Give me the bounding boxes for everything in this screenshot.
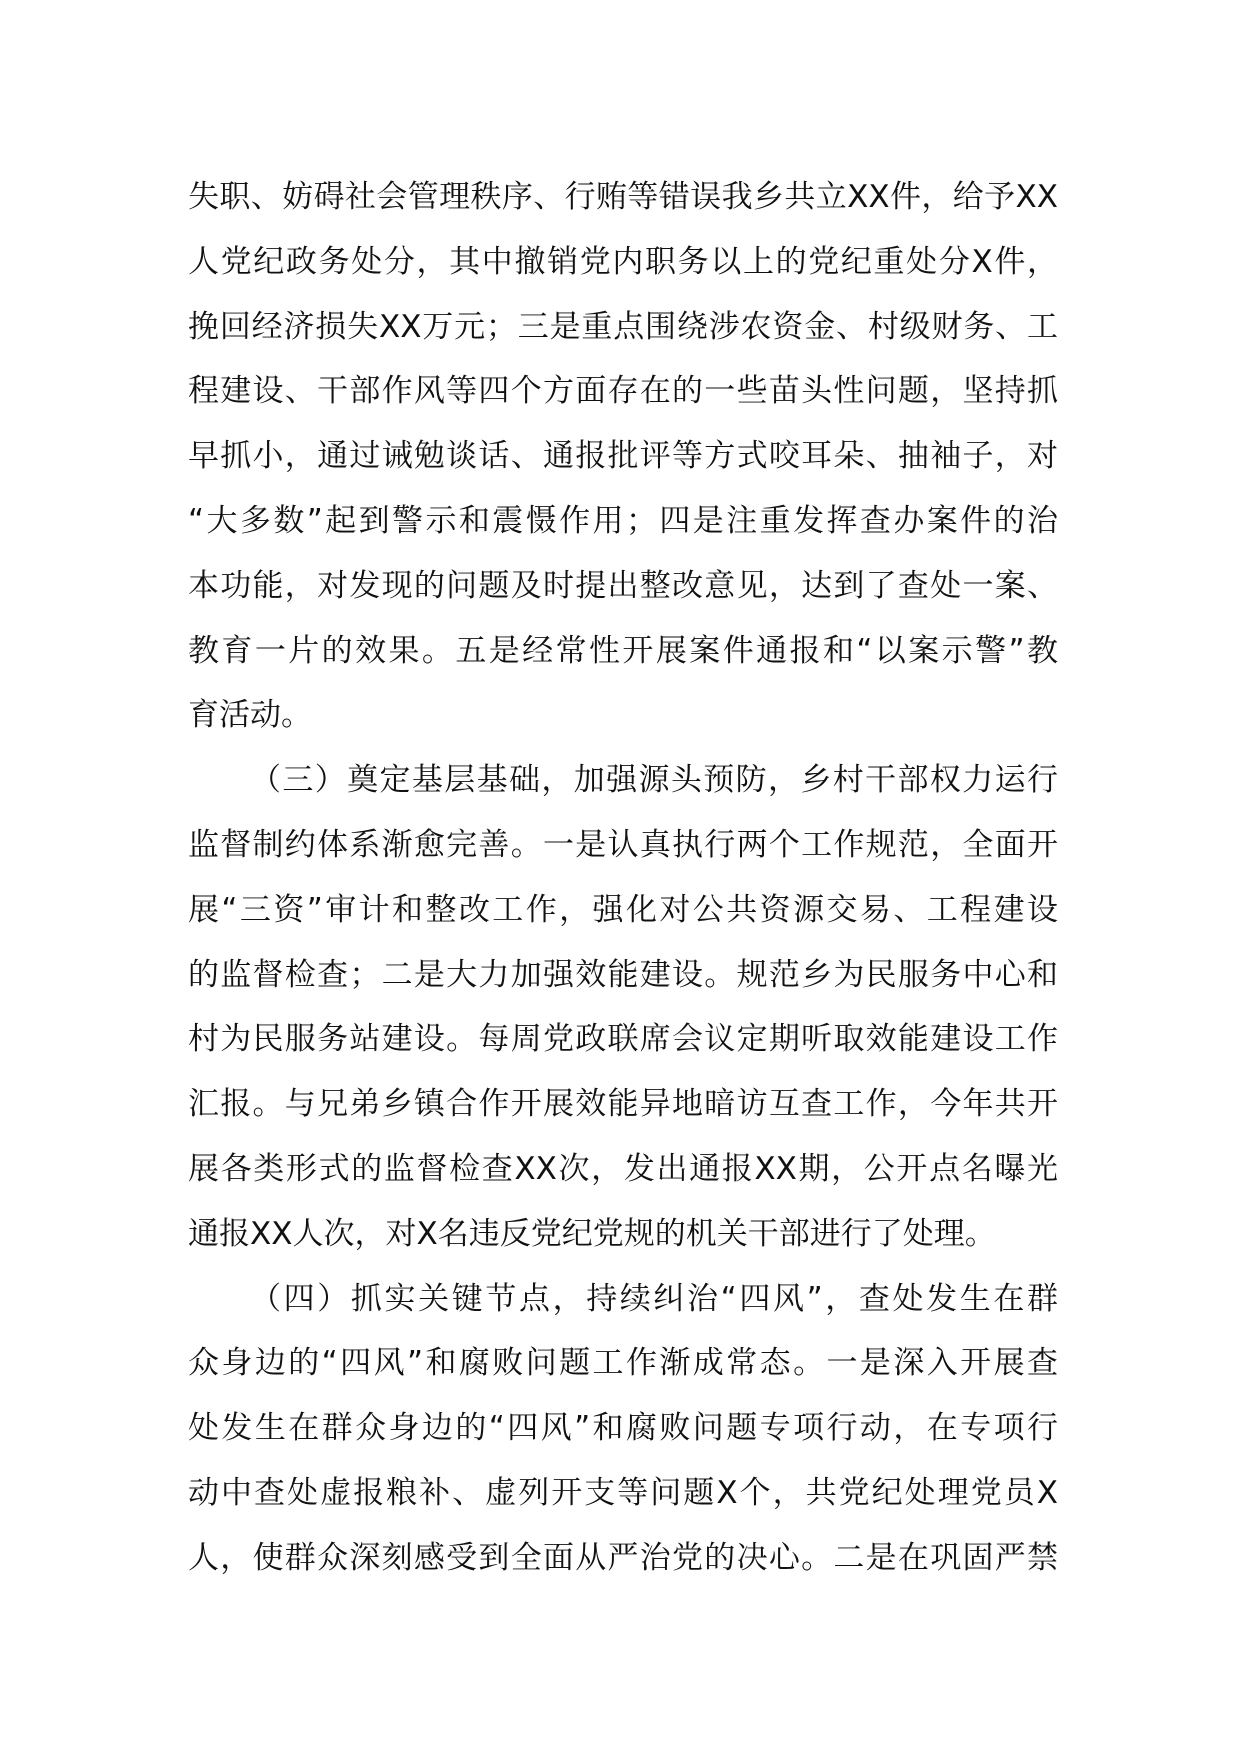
section-heading-line: （四）抓实关键节点，持续纠治“四风”，查处发生在群: [250, 1280, 1058, 1317]
text-line: 人党纪政务处分，其中撤销党内职务以上的党纪重处分X件，: [188, 243, 1058, 280]
text-line: 人，使群众深刻感受到全面从严治党的决心。二是在巩固严禁: [188, 1539, 1058, 1576]
text-line: 挽回经济损失XX万元；三是重点围绕涉农资金、村级财务、工: [188, 308, 1058, 345]
section-heading-line: （三）奠定基层基础，加强源头预防，乡村干部权力运行: [250, 762, 1058, 799]
text-line: 早抓小，通过诫勉谈话、通报批评等方式咬耳朵、抽袖子，对: [188, 438, 1058, 475]
text-line: 程建设、干部作风等四个方面存在的一些苗头性问题，坚持抓: [188, 373, 1058, 410]
text-line: 众身边的“四风”和腐败问题工作渐成常态。一是深入开展查: [188, 1345, 1058, 1382]
paragraph-end-line: 育活动。: [188, 697, 312, 734]
text-line: 监督制约体系渐愈完善。一是认真执行两个工作规范，全面开: [188, 826, 1058, 863]
paragraph-end-line: 通报XX人次，对X名违反党纪党规的机关干部进行了处理。: [188, 1215, 996, 1252]
text-line: “大多数”起到警示和震慑作用；四是注重发挥查办案件的治: [188, 502, 1058, 539]
text-line: 的监督检查；二是大力加强效能建设。规范乡为民服务中心和: [188, 956, 1058, 993]
text-line: 展各类形式的监督检查XX次，发出通报XX期，公开点名曝光: [188, 1150, 1058, 1187]
text-line: 汇报。与兄弟乡镇合作开展效能异地暗访互查工作，今年共开: [188, 1086, 1058, 1123]
text-line: 失职、妨碍社会管理秩序、行贿等错误我乡共立XX件，给予XX: [188, 179, 1058, 215]
text-line: 教育一片的效果。五是经常性开展案件通报和“以案示警”教: [188, 632, 1058, 669]
text-line: 村为民服务站建设。每周党政联席会议定期听取效能建设工作: [188, 1021, 1058, 1058]
text-line: 本功能，对发现的问题及时提出整改意见，达到了查处一案、: [188, 567, 1058, 604]
text-line: 处发生在群众身边的“四风”和腐败问题专项行动，在专项行: [188, 1410, 1058, 1447]
text-line: 展“三资”审计和整改工作，强化对公共资源交易、工程建设: [188, 891, 1058, 928]
document-body: [188, 165, 1058, 1591]
text-line: 动中查处虚报粮补、虚列开支等问题X个，共党纪处理党员X: [188, 1474, 1058, 1511]
